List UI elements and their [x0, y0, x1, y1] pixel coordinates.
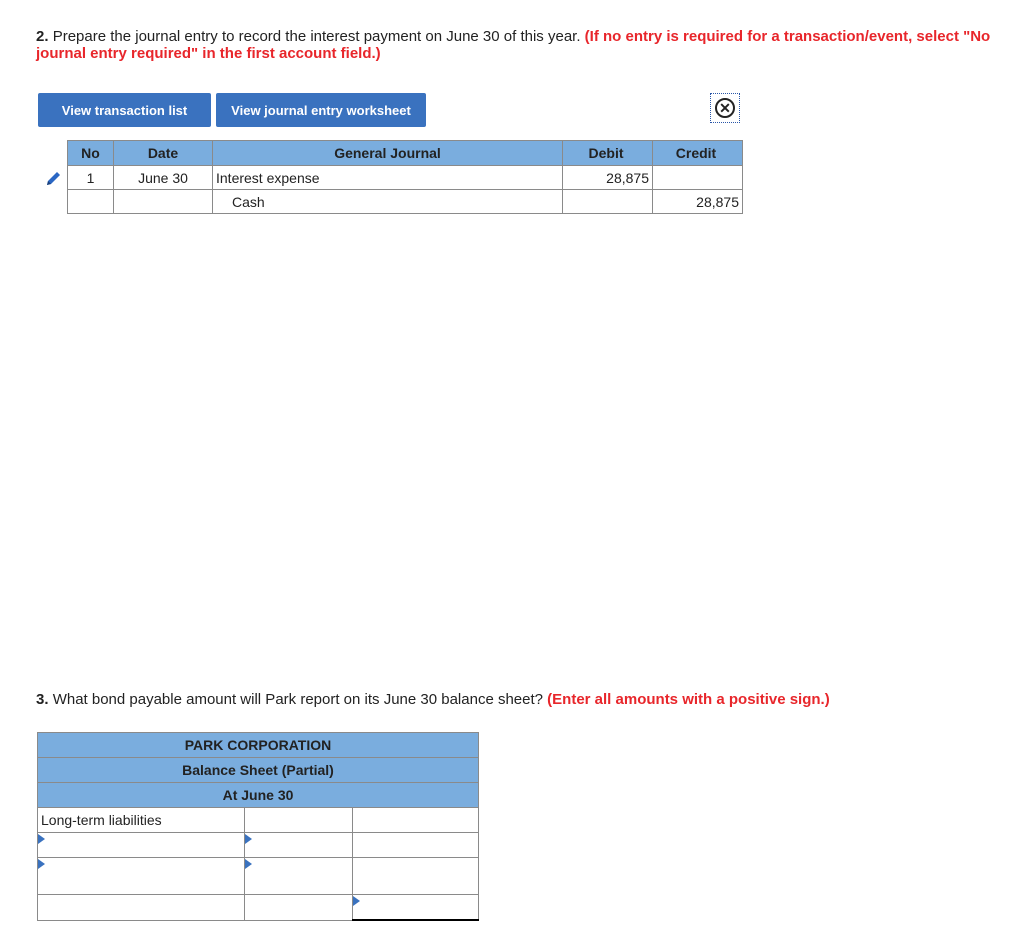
account-dropdown[interactable]: [38, 858, 245, 895]
section-label: Long-term liabilities: [38, 808, 245, 833]
table-row: [68, 166, 743, 190]
header-debit: Debit: [563, 141, 653, 166]
row-date[interactable]: [114, 190, 213, 214]
header-no: No: [68, 141, 114, 166]
row-no: 1: [68, 166, 114, 190]
question-3: [36, 691, 1016, 708]
amount-field[interactable]: [245, 808, 353, 833]
amount-field[interactable]: [245, 895, 353, 921]
debit-field[interactable]: 28,875: [563, 166, 653, 190]
statement-title: Balance Sheet (Partial): [38, 758, 479, 783]
question-3-text: What bond payable amount will Park report on its June 30 balance sheet?: [52, 691, 543, 708]
question-2-instruction: (If no entry is required for a transaction/event, select "No journal entry required" in the first account field.): [36, 28, 991, 62]
balance-sheet-header-row: [38, 733, 479, 758]
question-2-number: 2.: [36, 28, 49, 45]
amount-field[interactable]: [245, 858, 353, 895]
credit-field[interactable]: 28,875: [653, 190, 743, 214]
credit-field[interactable]: [653, 166, 743, 190]
table-row: [38, 833, 479, 858]
question-2-text: Prepare the journal entry to record the interest payment on June 30 of this year.: [52, 28, 581, 45]
amount-field[interactable]: [245, 833, 353, 858]
total-field[interactable]: [353, 808, 479, 833]
table-row: [38, 808, 479, 833]
account-field[interactable]: Cash: [213, 190, 563, 214]
header-credit: Credit: [653, 141, 743, 166]
row-no: [68, 190, 114, 214]
total-field[interactable]: [353, 833, 479, 858]
table-row: [38, 858, 479, 895]
account-field[interactable]: Interest expense: [213, 166, 563, 190]
journal-table: [67, 140, 743, 214]
journal-header-row: [68, 141, 743, 166]
balance-sheet-table: [37, 732, 479, 921]
total-field[interactable]: [353, 858, 479, 895]
company-name: PARK CORPORATION: [38, 733, 479, 758]
total-field[interactable]: [353, 895, 479, 921]
close-circle-icon: ✕: [715, 98, 735, 118]
row-date[interactable]: June 30: [114, 166, 213, 190]
clear-entries-button[interactable]: [710, 93, 740, 123]
account-dropdown[interactable]: [38, 895, 245, 921]
view-transaction-list-button[interactable]: View transaction list: [38, 93, 211, 127]
question-3-instruction: (Enter all amounts with a positive sign.): [547, 691, 830, 708]
balance-sheet-header-row: [38, 758, 479, 783]
table-row: [38, 895, 479, 921]
question-3-number: 3.: [36, 691, 49, 708]
header-date: Date: [114, 141, 213, 166]
account-dropdown[interactable]: [38, 833, 245, 858]
balance-sheet-header-row: [38, 783, 479, 808]
table-row: [68, 190, 743, 214]
pencil-edit-icon[interactable]: [44, 170, 62, 188]
debit-field[interactable]: [563, 190, 653, 214]
view-journal-entry-worksheet-button[interactable]: View journal entry worksheet: [216, 93, 426, 127]
header-general-journal: General Journal: [213, 141, 563, 166]
statement-date: At June 30: [38, 783, 479, 808]
question-2: [36, 28, 1016, 62]
